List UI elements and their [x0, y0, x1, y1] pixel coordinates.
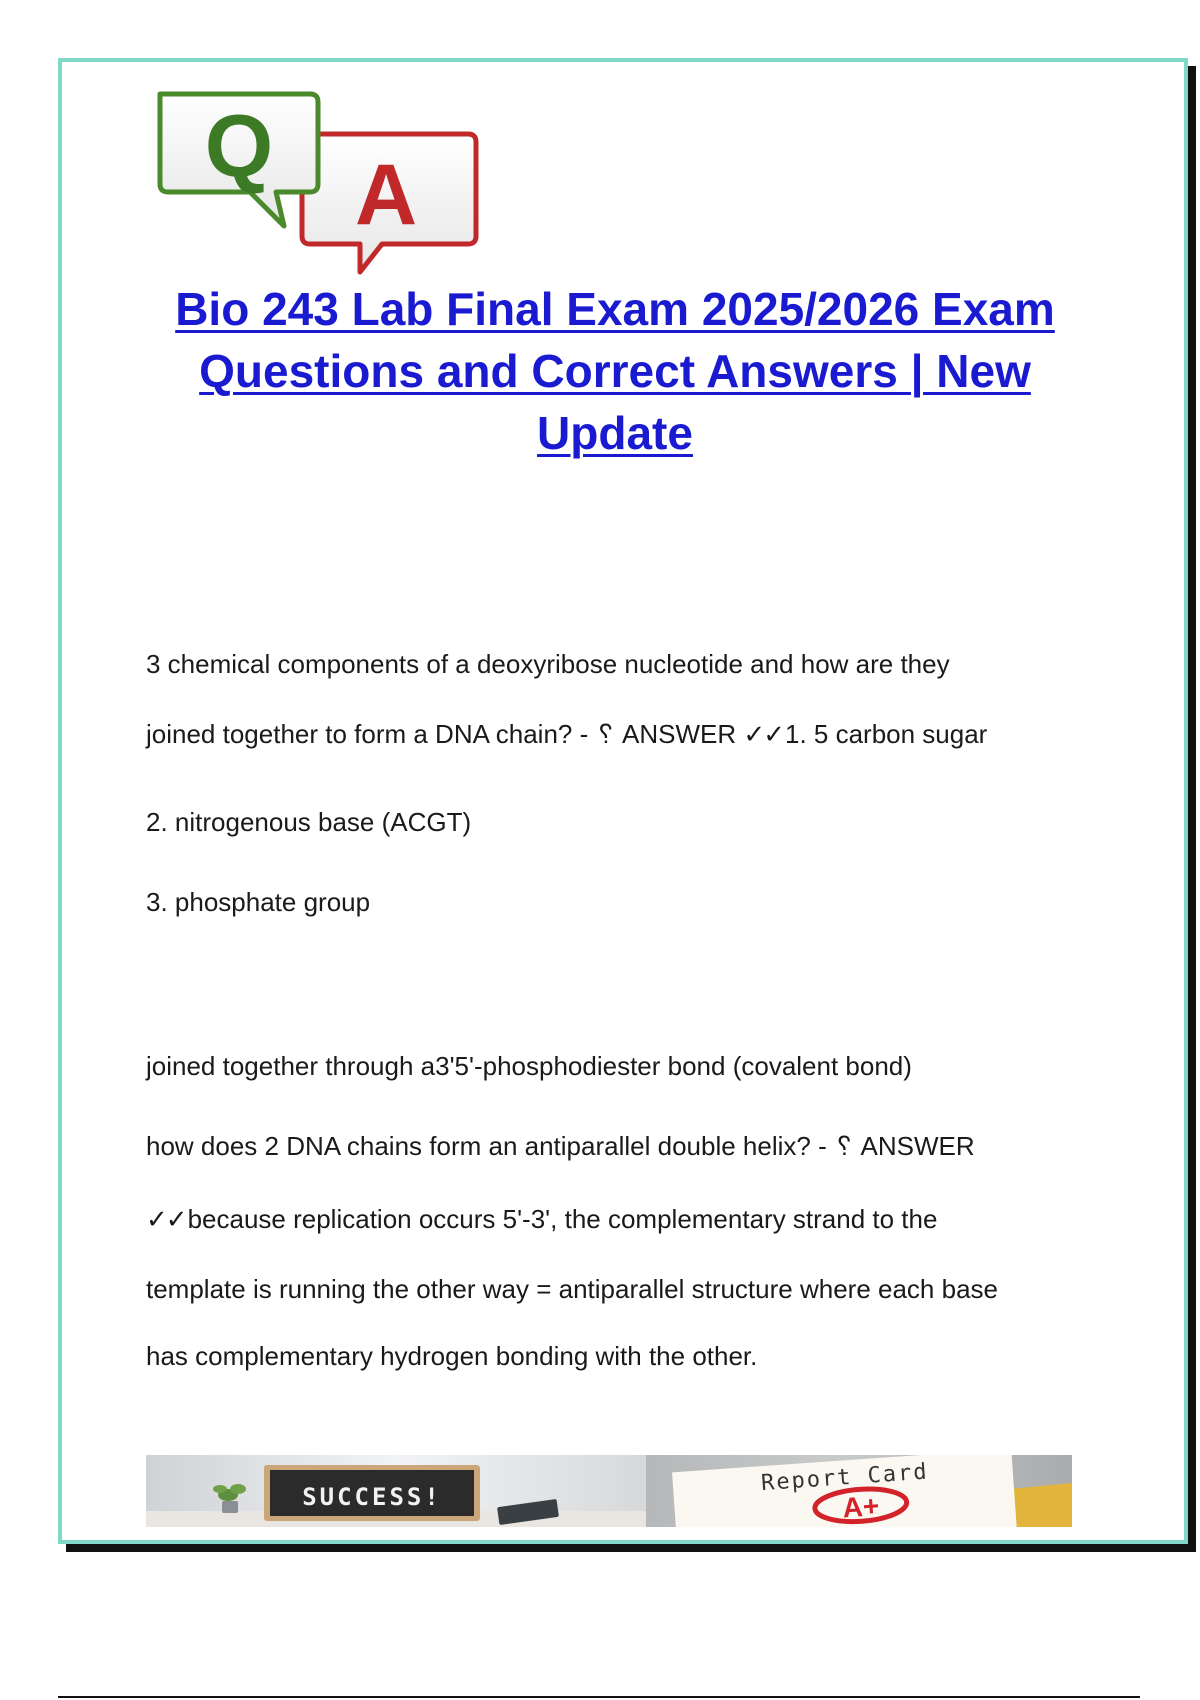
q-letter: Q: [204, 96, 274, 195]
title-line-1: Bio 243 Lab Final Exam 2025/2026 Exam: [175, 283, 1055, 335]
checkmark-icon: ✓✓: [146, 1204, 186, 1234]
grade-text: A+: [841, 1490, 881, 1524]
qa-logo: [150, 86, 480, 282]
a-letter: A: [354, 147, 418, 243]
title-line-2: Questions and Correct Answers | New: [199, 345, 1031, 397]
answer-1-item-2: 2. nitrogenous base (ACGT): [146, 807, 472, 837]
answer-2-line-2: template is running the other way = antiparallel structure where each base: [146, 1274, 998, 1304]
question-1-text: joined together to form a DNA chain? - ␦ ANSWER: [146, 719, 744, 749]
answer-2-line-1: [146, 1203, 1096, 1235]
answer-1-item-3: 3. phosphate group: [146, 887, 371, 917]
a-bubble-icon: [302, 134, 476, 272]
answer-1-item-1: 1. 5 carbon sugar: [784, 719, 988, 749]
checkmark-icon: ✓✓: [743, 719, 783, 749]
report-card-banner-image: [646, 1455, 1072, 1527]
success-sign-text: SUCCESS!: [302, 1483, 442, 1511]
q-bubble-icon: [160, 94, 318, 226]
report-card-text: Report Card: [760, 1459, 930, 1497]
success-banner-image: [146, 1455, 646, 1527]
title-line-3: Update: [537, 407, 693, 459]
answer-2-text: because replication occurs 5'-3', the complementary strand to the: [187, 1204, 938, 1234]
answer-2-line-3: has complementary hydrogen bonding with the other.: [146, 1341, 758, 1371]
question-1-line-1: 3 chemical components of a deoxyribose nucleotide and how are they: [146, 649, 950, 679]
question-2-line-1: how does 2 DNA chains form an antiparallel double helix? - ␦ ANSWER: [146, 1131, 975, 1161]
answer-1-note: joined together through a3'5'-phosphodiester bond (covalent bond): [146, 1051, 912, 1081]
footer-divider: [58, 1696, 1140, 1698]
page-title[interactable]: [130, 278, 1100, 464]
question-1-line-2: [146, 718, 1096, 750]
